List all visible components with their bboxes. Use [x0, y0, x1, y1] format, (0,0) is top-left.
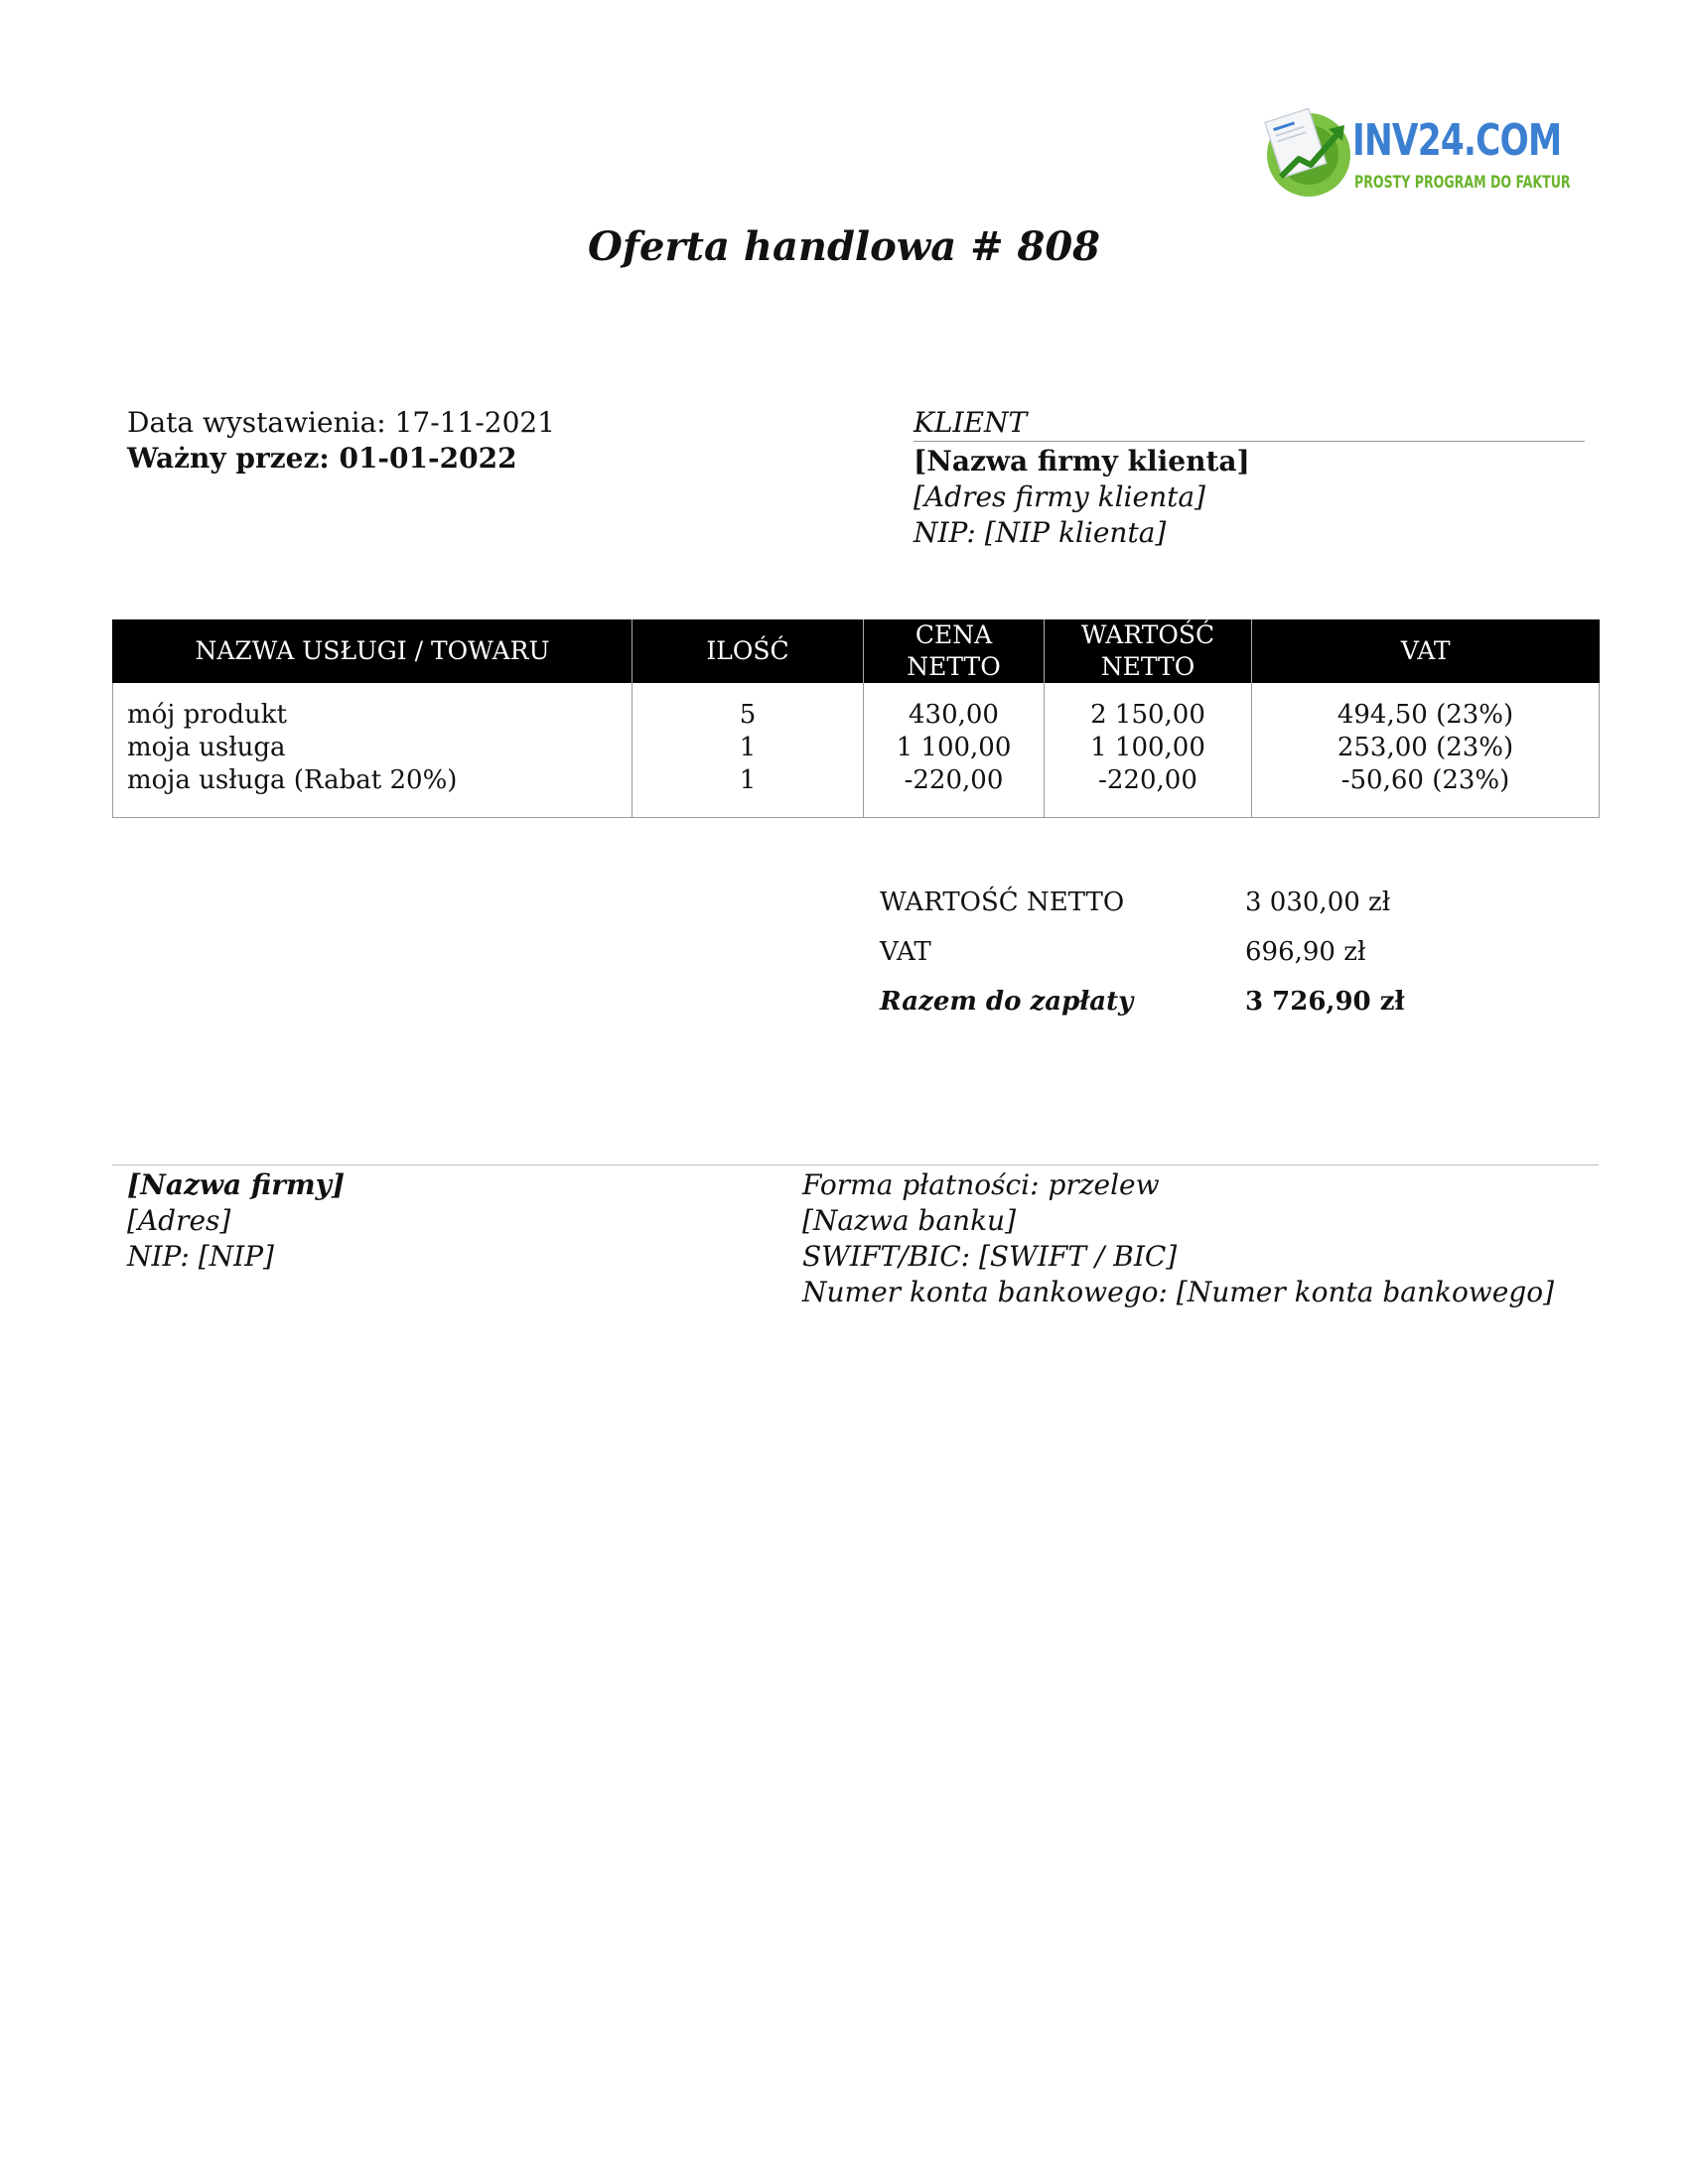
summary-vat-row [880, 935, 1476, 985]
total-label: Razem do zapłaty [880, 987, 1134, 1017]
item-name: mój produkt [127, 700, 287, 730]
item-value: 2 150,00 [1090, 700, 1205, 730]
swift-code: SWIFT/BIC: [SWIFT / BIC] [802, 1240, 1178, 1273]
net-value: 3 030,00 zł [1245, 887, 1391, 917]
header-price: CENA NETTO [864, 619, 1045, 683]
cell-names [113, 683, 633, 818]
vat-value: 696,90 zł [1245, 937, 1366, 967]
bank-account: Numer konta bankowego: [Numer konta bankowego] [802, 1276, 1555, 1308]
item-qty: 5 [739, 700, 757, 730]
footer-divider [112, 1164, 1599, 1165]
document-growth-arrow-icon [1259, 103, 1354, 203]
valid-until-date: Ważny przez: 01-01-2022 [127, 442, 517, 475]
item-name: moja usługa (Rabat 20%) [127, 765, 458, 795]
table-header-row [113, 619, 1600, 683]
client-divider [914, 441, 1585, 442]
client-nip: NIP: [NIP klienta] [914, 516, 1167, 549]
company-logo [1259, 103, 1571, 203]
item-vat: 253,00 (23%) [1336, 733, 1514, 762]
issue-date: Data wystawienia: 17-11-2021 [127, 406, 556, 439]
item-name: moja usługa [127, 733, 286, 762]
item-value: -220,00 [1098, 765, 1197, 795]
cell-qtys [633, 683, 864, 818]
seller-address: [Adres] [127, 1204, 231, 1237]
header-qty: ILOŚĆ [633, 619, 864, 683]
seller-block [127, 1167, 345, 1275]
items-table [112, 619, 1600, 818]
cell-vats [1252, 683, 1600, 818]
cell-prices [864, 683, 1045, 818]
item-qty: 1 [739, 733, 757, 762]
summary-net-row [880, 886, 1476, 935]
item-price: 430,00 [909, 700, 999, 730]
logo-tagline: PROSTY PROGRAM DO FAKTUR [1354, 173, 1571, 193]
total-value: 3 726,90 zł [1245, 987, 1405, 1017]
item-price: -220,00 [904, 765, 1004, 795]
client-address: [Adres firmy klienta] [914, 480, 1205, 513]
cell-values [1045, 683, 1252, 818]
vat-label: VAT [880, 937, 931, 967]
logo-brand-text: INV24.COM [1352, 115, 1562, 166]
payment-block [802, 1167, 1554, 1310]
client-name: [Nazwa firmy klienta] [914, 445, 1250, 478]
issue-dates [127, 405, 555, 477]
header-value: WARTOŚĆ NETTO [1045, 619, 1252, 683]
item-qty: 1 [739, 765, 757, 795]
payment-method: Forma płatności: przelew [802, 1168, 1160, 1201]
header-vat: VAT [1252, 619, 1600, 683]
bank-name: [Nazwa banku] [802, 1204, 1017, 1237]
client-block [914, 405, 1589, 551]
item-vat: -50,60 (23%) [1340, 765, 1510, 795]
header-name: NAZWA USŁUGI / TOWARU [113, 619, 633, 683]
item-value: 1 100,00 [1090, 733, 1205, 762]
document-title: Oferta handlowa # 808 [587, 223, 1101, 270]
item-price: 1 100,00 [896, 733, 1012, 762]
net-label: WARTOŚĆ NETTO [880, 887, 1125, 917]
seller-nip: NIP: [NIP] [127, 1240, 274, 1273]
client-label: KLIENT [914, 406, 1028, 439]
summary-total-row [880, 985, 1476, 1034]
item-vat: 494,50 (23%) [1336, 700, 1514, 730]
totals-summary [880, 886, 1476, 1034]
table-row [113, 683, 1600, 818]
seller-name: [Nazwa firmy] [127, 1168, 346, 1201]
